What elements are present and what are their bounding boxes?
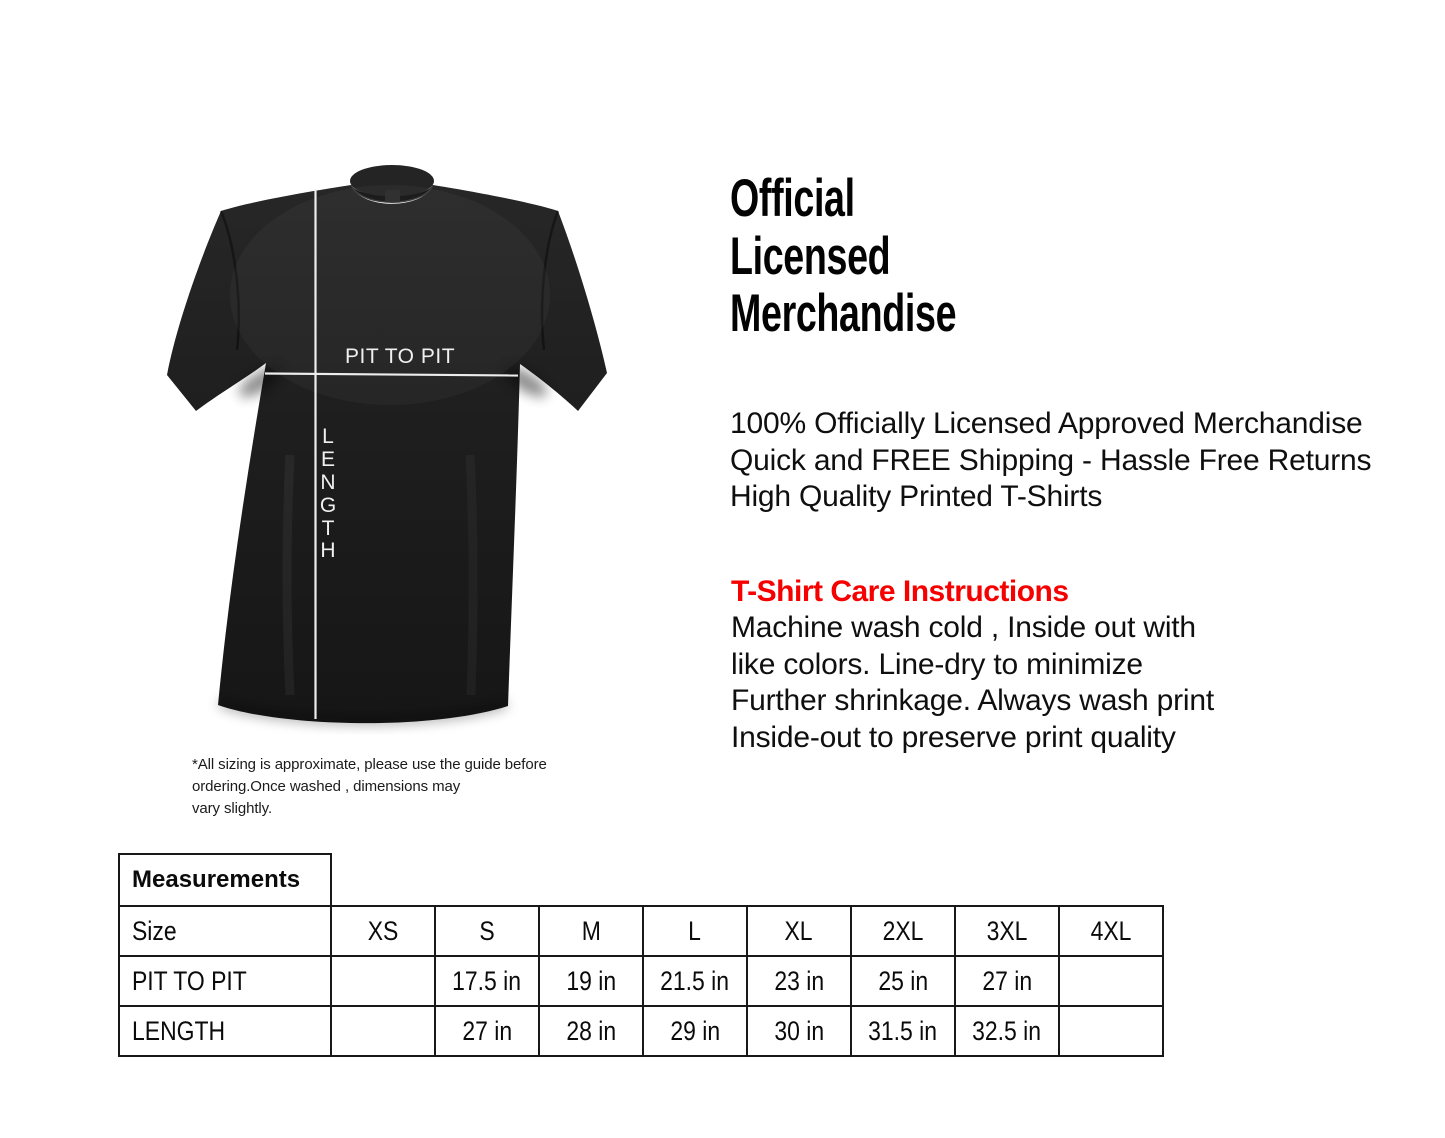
size-column-header-cell <box>436 907 538 955</box>
care-line: like colors. Line-dry to minimize <box>731 647 1143 681</box>
size-column-header-cell <box>748 907 850 955</box>
headline <box>730 170 1049 343</box>
measurement-row-label-cell-text: PIT TO PIT <box>132 965 247 996</box>
measurement-value-cell-text: 27 in <box>982 965 1032 996</box>
size-column-header-cell-text: L <box>688 915 702 946</box>
measurement-value-cell-text: 23 in <box>774 965 824 996</box>
measurement-value-cell <box>436 957 538 1005</box>
measurement-value-cell <box>852 957 954 1005</box>
measurement-value-cell-text: 19 in <box>566 965 616 996</box>
measurement-value-cell <box>540 957 642 1005</box>
measurement-value-cell-text: 30 in <box>774 1015 824 1046</box>
measurement-value-cell <box>332 1007 434 1055</box>
description-line: 100% Officially Licensed Approved Merchandise <box>730 407 1363 440</box>
fabric-fold <box>470 455 473 695</box>
size-column-header-cell-text: M <box>581 915 601 946</box>
measurement-value-cell-text: 27 in <box>462 1015 512 1046</box>
measurement-row-label-cell <box>120 957 330 1005</box>
tshirt-graphic <box>140 155 630 735</box>
chest-highlight <box>230 185 550 405</box>
headline-line: Official <box>730 169 855 228</box>
care-line: Further shrinkage. Always wash print <box>731 684 1215 718</box>
description-line: Quick and FREE Shipping - Hassle Free Returns <box>730 443 1372 477</box>
care-line: Inside-out to preserve print quality <box>731 720 1176 754</box>
length-label-letter: H <box>320 539 336 562</box>
size-column-header-cell-text: 2XL <box>882 915 924 946</box>
measurement-row-label-cell-text: LENGTH <box>132 1015 226 1046</box>
disclaimer-line: vary slightly. <box>192 800 273 817</box>
care-instructions-heading: T-Shirt Care Instructions <box>731 575 1069 608</box>
measurement-value-cell-text: 29 in <box>670 1015 720 1046</box>
measurement-value-cell <box>1060 957 1162 1005</box>
size-column-header-cell <box>852 907 954 955</box>
tshirt-size-guide-image <box>140 155 630 735</box>
size-column-header-cell-text: XL <box>784 915 814 946</box>
sizing-disclaimer <box>192 754 632 820</box>
measurement-value-cell <box>540 1007 642 1055</box>
measurement-value-cell-text: 28 in <box>566 1015 616 1046</box>
measurement-value-cell <box>748 957 850 1005</box>
size-column-header-cell-text: S <box>479 915 495 946</box>
size-column-header-cell <box>540 907 642 955</box>
measurement-row-label-cell <box>120 1007 330 1055</box>
care-instructions-text <box>731 610 1214 756</box>
measurement-value-cell-text: 25 in <box>878 965 928 996</box>
measurement-value-cell <box>748 1007 850 1055</box>
measurement-value-cell <box>644 957 746 1005</box>
length-label-letter: E <box>320 448 336 471</box>
pit-to-pit-label: PIT TO PIT <box>344 345 456 368</box>
headline-line: Merchandise <box>730 284 957 343</box>
measurement-value-cell-text: 32.5 in <box>972 1015 1042 1046</box>
size-column-header-cell-text: 3XL <box>986 915 1028 946</box>
care-line: Machine wash cold , Inside out with <box>731 611 1196 644</box>
size-column-header-cell <box>332 907 434 955</box>
length-label <box>320 425 336 562</box>
measurement-value-cell-text: 21.5 in <box>660 965 730 996</box>
measurement-value-cell <box>852 1007 954 1055</box>
fabric-fold <box>287 455 290 695</box>
size-header-label-cell-text: Size <box>132 915 177 946</box>
measurement-value-cell <box>956 1007 1058 1055</box>
measurements-header-cell <box>118 853 332 905</box>
size-column-header-cell-text: 4XL <box>1090 915 1132 946</box>
measurement-value-cell <box>644 1007 746 1055</box>
length-label-letter: L <box>322 425 334 448</box>
disclaimer-line: *All sizing is approximate, please use the guide before ordering.Once washed , dimensions may <box>192 756 547 795</box>
size-column-header-cell-text: XS <box>367 915 399 946</box>
length-label-letter: N <box>320 471 336 494</box>
size-column-header-cell <box>956 907 1058 955</box>
product-description <box>730 406 1371 516</box>
measurement-value-cell <box>436 1007 538 1055</box>
length-label-letter: T <box>321 517 335 540</box>
size-column-header-cell <box>644 907 746 955</box>
description-line: High Quality Printed T-Shirts <box>730 480 1103 514</box>
size-header-label-cell <box>120 907 330 955</box>
measurement-value-cell <box>332 957 434 1005</box>
measurement-value-cell <box>1060 1007 1162 1055</box>
headline-line: Licensed <box>730 226 891 286</box>
size-column-header-cell <box>1060 907 1162 955</box>
length-label-letter: G <box>319 494 337 517</box>
measurement-value-cell-text: 17.5 in <box>452 965 522 996</box>
size-chart-table <box>118 905 1164 1057</box>
measurement-value-cell <box>956 957 1058 1005</box>
measurements-label: Measurements <box>132 866 301 893</box>
measurement-value-cell-text: 31.5 in <box>868 1015 938 1046</box>
